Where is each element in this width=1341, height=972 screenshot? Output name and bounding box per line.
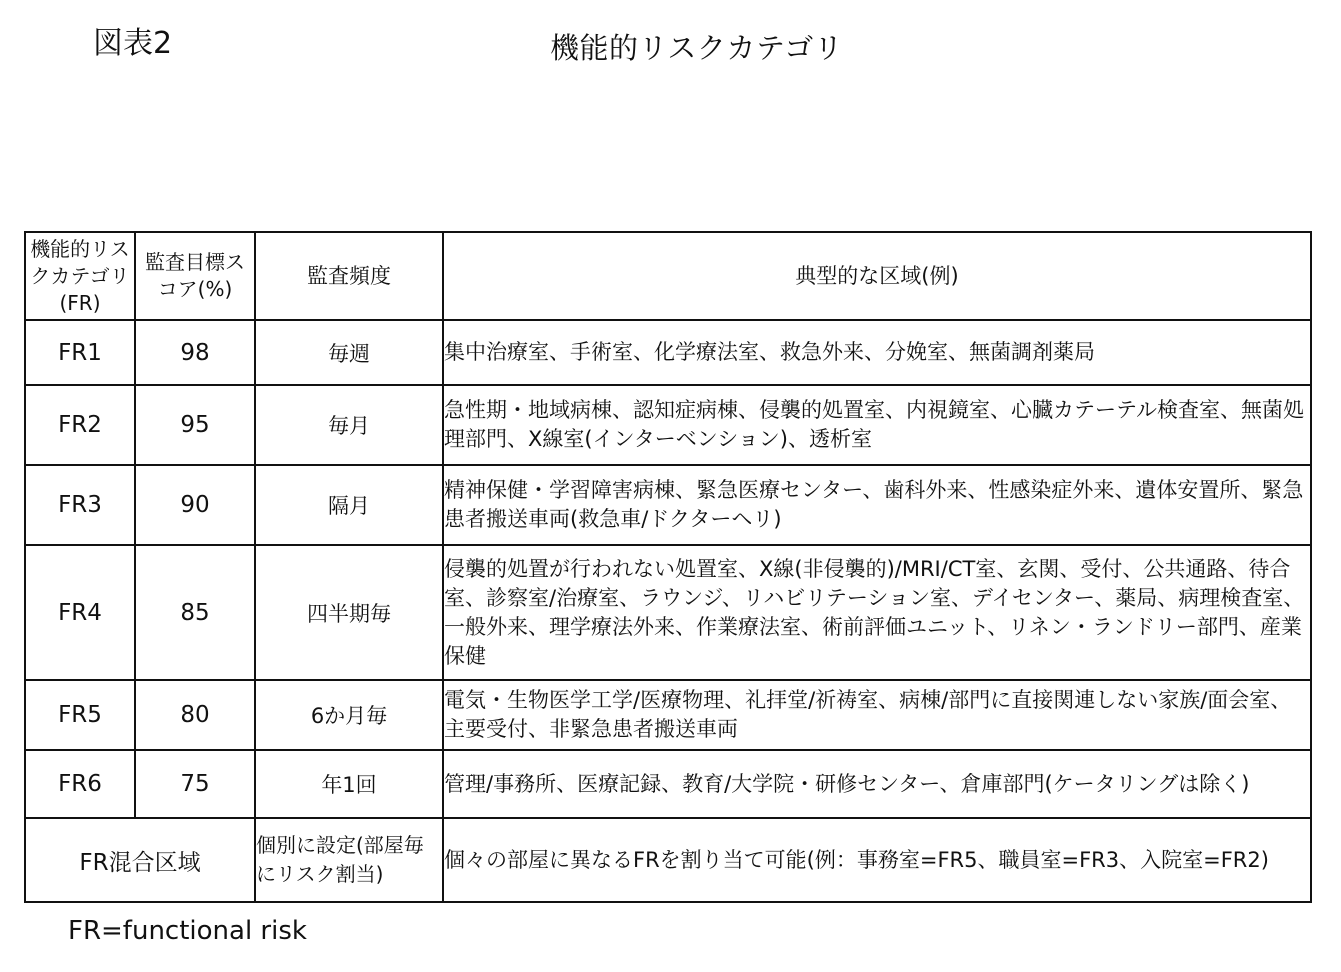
frequency-cell: 6か月毎 (255, 680, 443, 750)
frequency-cell: 年1回 (255, 750, 443, 818)
table-row (25, 385, 1311, 465)
score-cell: 95 (135, 385, 255, 465)
category-cell: FR4 (25, 545, 135, 680)
risk-category-table (24, 231, 1312, 903)
areas-cell: 侵襲的処置が行われない処置室、X線(非侵襲的)/MRI/CT室、玄関、受付、公共通路、待合室、診察室/治療室、ラウンジ、リハビリテーション室、デイセンター、薬局、病理検査室、一般外来、理学療法外来、作業療法室、術前評価ユニット、リネン・ランドリー部門、産業保健 (443, 545, 1311, 680)
page-title: 機能的リスクカテゴリ (550, 31, 844, 65)
table-row (25, 680, 1311, 750)
frequency-cell: 毎月 (255, 385, 443, 465)
category-cell: FR6 (25, 750, 135, 818)
header-category: 機能的リスクカテゴリ (FR) (25, 232, 135, 320)
category-cell: FR5 (25, 680, 135, 750)
footnote: FR=functional risk (68, 916, 307, 946)
score-cell: 75 (135, 750, 255, 818)
score-cell: 80 (135, 680, 255, 750)
areas-cell: 電気・生物医学工学/医療物理、礼拝堂/祈祷室、病棟/部門に直接関連しない家族/面会室、主要受付、非緊急患者搬送車両 (443, 680, 1311, 750)
category-cell: FR2 (25, 385, 135, 465)
mixed-frequency-cell: 個別に設定(部屋毎にリスク割当) (255, 818, 443, 902)
figure-label: 図表2 (93, 26, 173, 61)
score-cell: 90 (135, 465, 255, 545)
category-cell: FR3 (25, 465, 135, 545)
score-cell: 98 (135, 320, 255, 385)
frequency-cell: 四半期毎 (255, 545, 443, 680)
header-areas: 典型的な区域(例) (443, 232, 1311, 320)
areas-cell: 精神保健・学習障害病棟、緊急医療センター、歯科外来、性感染症外来、遺体安置所、緊急患者搬送車両(救急車/ドクターヘリ) (443, 465, 1311, 545)
table-row (25, 750, 1311, 818)
frequency-cell: 毎週 (255, 320, 443, 385)
table-row (25, 545, 1311, 680)
table-row (25, 320, 1311, 385)
header-score: 監査目標スコア(%) (135, 232, 255, 320)
header-frequency: 監査頻度 (255, 232, 443, 320)
areas-cell: 急性期・地域病棟、認知症病棟、侵襲的処置室、内視鏡室、心臓カテーテル検査室、無菌処理部門、X線室(インターベンション)、透析室 (443, 385, 1311, 465)
mixed-category-cell: FR混合区域 (25, 818, 255, 902)
areas-cell: 集中治療室、手術室、化学療法室、救急外来、分娩室、無菌調剤薬局 (443, 320, 1311, 385)
mixed-areas-cell: 個々の部屋に異なるFRを割り当て可能(例：事務室=FR5、職員室=FR3、入院室=FR2) (443, 818, 1311, 902)
table-row (25, 465, 1311, 545)
category-cell: FR1 (25, 320, 135, 385)
table-row-mixed (25, 818, 1311, 902)
frequency-cell: 隔月 (255, 465, 443, 545)
areas-cell: 管理/事務所、医療記録、教育/大学院・研修センター、倉庫部門(ケータリングは除く) (443, 750, 1311, 818)
table-header-row (25, 232, 1311, 320)
score-cell: 85 (135, 545, 255, 680)
